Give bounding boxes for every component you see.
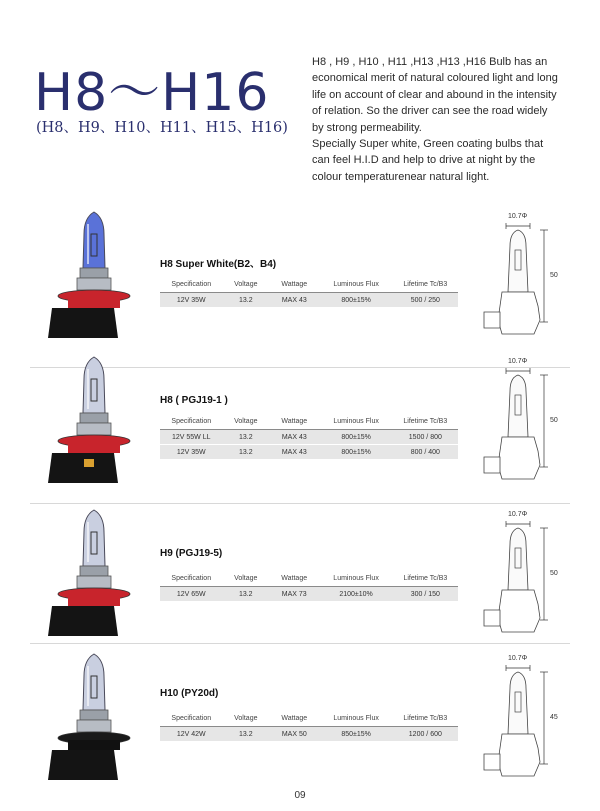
table-header: Lifetime Tc/B3 bbox=[393, 276, 458, 293]
product-section bbox=[0, 652, 600, 802]
dimension-drawing bbox=[478, 514, 578, 644]
table-cell: 12V 35W bbox=[160, 293, 223, 308]
table-header-row bbox=[160, 413, 458, 430]
bulb-image bbox=[44, 508, 136, 638]
dimension-diagram bbox=[478, 655, 578, 788]
dimension-diagram bbox=[478, 358, 578, 491]
section-divider bbox=[30, 643, 570, 644]
product-name: H9 (PGJ19-5) bbox=[160, 548, 223, 559]
table-cell: 800±15% bbox=[320, 293, 393, 308]
bulb-image bbox=[44, 355, 136, 485]
table-header: Luminous Flux bbox=[320, 710, 393, 727]
table-header: Voltage bbox=[223, 276, 270, 293]
intro-paragraph-2: Specially Super white, Green coating bulbs that can feel H.I.D and help to drive at night by the colour temperaturenear natural light. bbox=[312, 138, 544, 183]
table-header-row bbox=[160, 710, 458, 727]
intro-text bbox=[312, 54, 558, 185]
table-cell: MAX 43 bbox=[269, 430, 319, 445]
bulb-photo bbox=[44, 508, 136, 638]
product-section bbox=[0, 355, 600, 505]
table-header: Specification bbox=[160, 413, 223, 430]
table-cell: 1500 / 800 bbox=[393, 430, 458, 445]
dimension-drawing bbox=[478, 216, 578, 346]
spec-table bbox=[160, 413, 458, 460]
table-cell: 800±15% bbox=[320, 445, 393, 460]
spec-table bbox=[160, 710, 458, 742]
table-cell: 1200 / 600 bbox=[393, 727, 458, 742]
table-header: Specification bbox=[160, 710, 223, 727]
table-header: Lifetime Tc/B3 bbox=[393, 570, 458, 587]
height-label: 50 bbox=[550, 272, 558, 279]
table-cell: 300 / 150 bbox=[393, 587, 458, 602]
table-header: Wattage bbox=[269, 276, 319, 293]
table-header: Voltage bbox=[223, 710, 270, 727]
diameter-label: 10.7Φ bbox=[508, 655, 528, 662]
table-row bbox=[160, 727, 458, 742]
diameter-label: 10.7Φ bbox=[508, 358, 528, 365]
intro-paragraph-1: H8 , H9 , H10 , H11 ,H13 ,H13 ,H16 Bulb has an economical merit of natural coloured light and long life on account of clear and abound in the intensity of relation. So the driver can see the road widely by strong permeability. bbox=[312, 56, 558, 134]
table-cell: 12V 35W bbox=[160, 445, 223, 460]
section-divider bbox=[30, 503, 570, 504]
dimension-diagram bbox=[478, 213, 578, 346]
table-header: Lifetime Tc/B3 bbox=[393, 710, 458, 727]
height-label: 50 bbox=[550, 417, 558, 424]
table-header: Voltage bbox=[223, 570, 270, 587]
table-cell: 13.2 bbox=[223, 445, 270, 460]
table-row bbox=[160, 293, 458, 308]
table-cell: 850±15% bbox=[320, 727, 393, 742]
table-header: Luminous Flux bbox=[320, 413, 393, 430]
product-section bbox=[0, 508, 600, 658]
height-label: 50 bbox=[550, 570, 558, 577]
table-cell: MAX 43 bbox=[269, 445, 319, 460]
table-header: Lifetime Tc/B3 bbox=[393, 413, 458, 430]
diameter-label: 10.7Φ bbox=[508, 511, 528, 518]
product-name: H8 Super White(B2、B4) bbox=[160, 259, 277, 270]
table-cell: MAX 43 bbox=[269, 293, 319, 308]
dimension-drawing bbox=[478, 658, 578, 788]
product-name: H8 ( PGJ19-1 ) bbox=[160, 395, 228, 406]
table-header: Wattage bbox=[269, 710, 319, 727]
table-header: Luminous Flux bbox=[320, 276, 393, 293]
spec-table bbox=[160, 570, 458, 602]
table-cell: 800±15% bbox=[320, 430, 393, 445]
table-row bbox=[160, 430, 458, 445]
product-name: H10 (PY20d) bbox=[160, 688, 219, 699]
product-section bbox=[0, 210, 600, 360]
height-label: 45 bbox=[550, 714, 558, 721]
bulb-photo bbox=[44, 652, 136, 782]
spec-table bbox=[160, 276, 458, 308]
table-cell: 12V 55W LL bbox=[160, 430, 223, 445]
bulb-photo bbox=[44, 355, 136, 485]
bulb-photo bbox=[44, 210, 136, 340]
table-header: Specification bbox=[160, 570, 223, 587]
table-header-row bbox=[160, 570, 458, 587]
table-header: Wattage bbox=[269, 413, 319, 430]
table-cell: 12V 65W bbox=[160, 587, 223, 602]
table-cell: MAX 73 bbox=[269, 587, 319, 602]
page-number: 09 bbox=[294, 790, 306, 801]
table-cell: MAX 50 bbox=[269, 727, 319, 742]
table-header-row bbox=[160, 276, 458, 293]
diameter-label: 10.7Φ bbox=[508, 213, 528, 220]
table-cell: 2100±10% bbox=[319, 587, 392, 602]
table-row bbox=[160, 445, 458, 460]
table-cell: 12V 42W bbox=[160, 727, 223, 742]
table-row bbox=[160, 587, 458, 602]
page-title: H8～H16 bbox=[34, 63, 270, 123]
table-header: Specification bbox=[160, 276, 223, 293]
table-cell: 13.2 bbox=[223, 727, 270, 742]
table-cell: 13.2 bbox=[223, 293, 270, 308]
table-cell: 500 / 250 bbox=[393, 293, 458, 308]
table-cell: 800 / 400 bbox=[393, 445, 458, 460]
table-header: Wattage bbox=[269, 570, 319, 587]
table-cell: 13.2 bbox=[223, 587, 270, 602]
table-cell: 13.2 bbox=[223, 430, 270, 445]
dimension-drawing bbox=[478, 361, 578, 491]
table-header: Voltage bbox=[223, 413, 270, 430]
dimension-diagram bbox=[478, 511, 578, 644]
bulb-image bbox=[44, 210, 136, 340]
bulb-image bbox=[44, 652, 136, 782]
page-subtitle: (H8、H9、H10、H11、H15、H16) bbox=[36, 120, 288, 136]
table-header: Luminous Flux bbox=[319, 570, 392, 587]
